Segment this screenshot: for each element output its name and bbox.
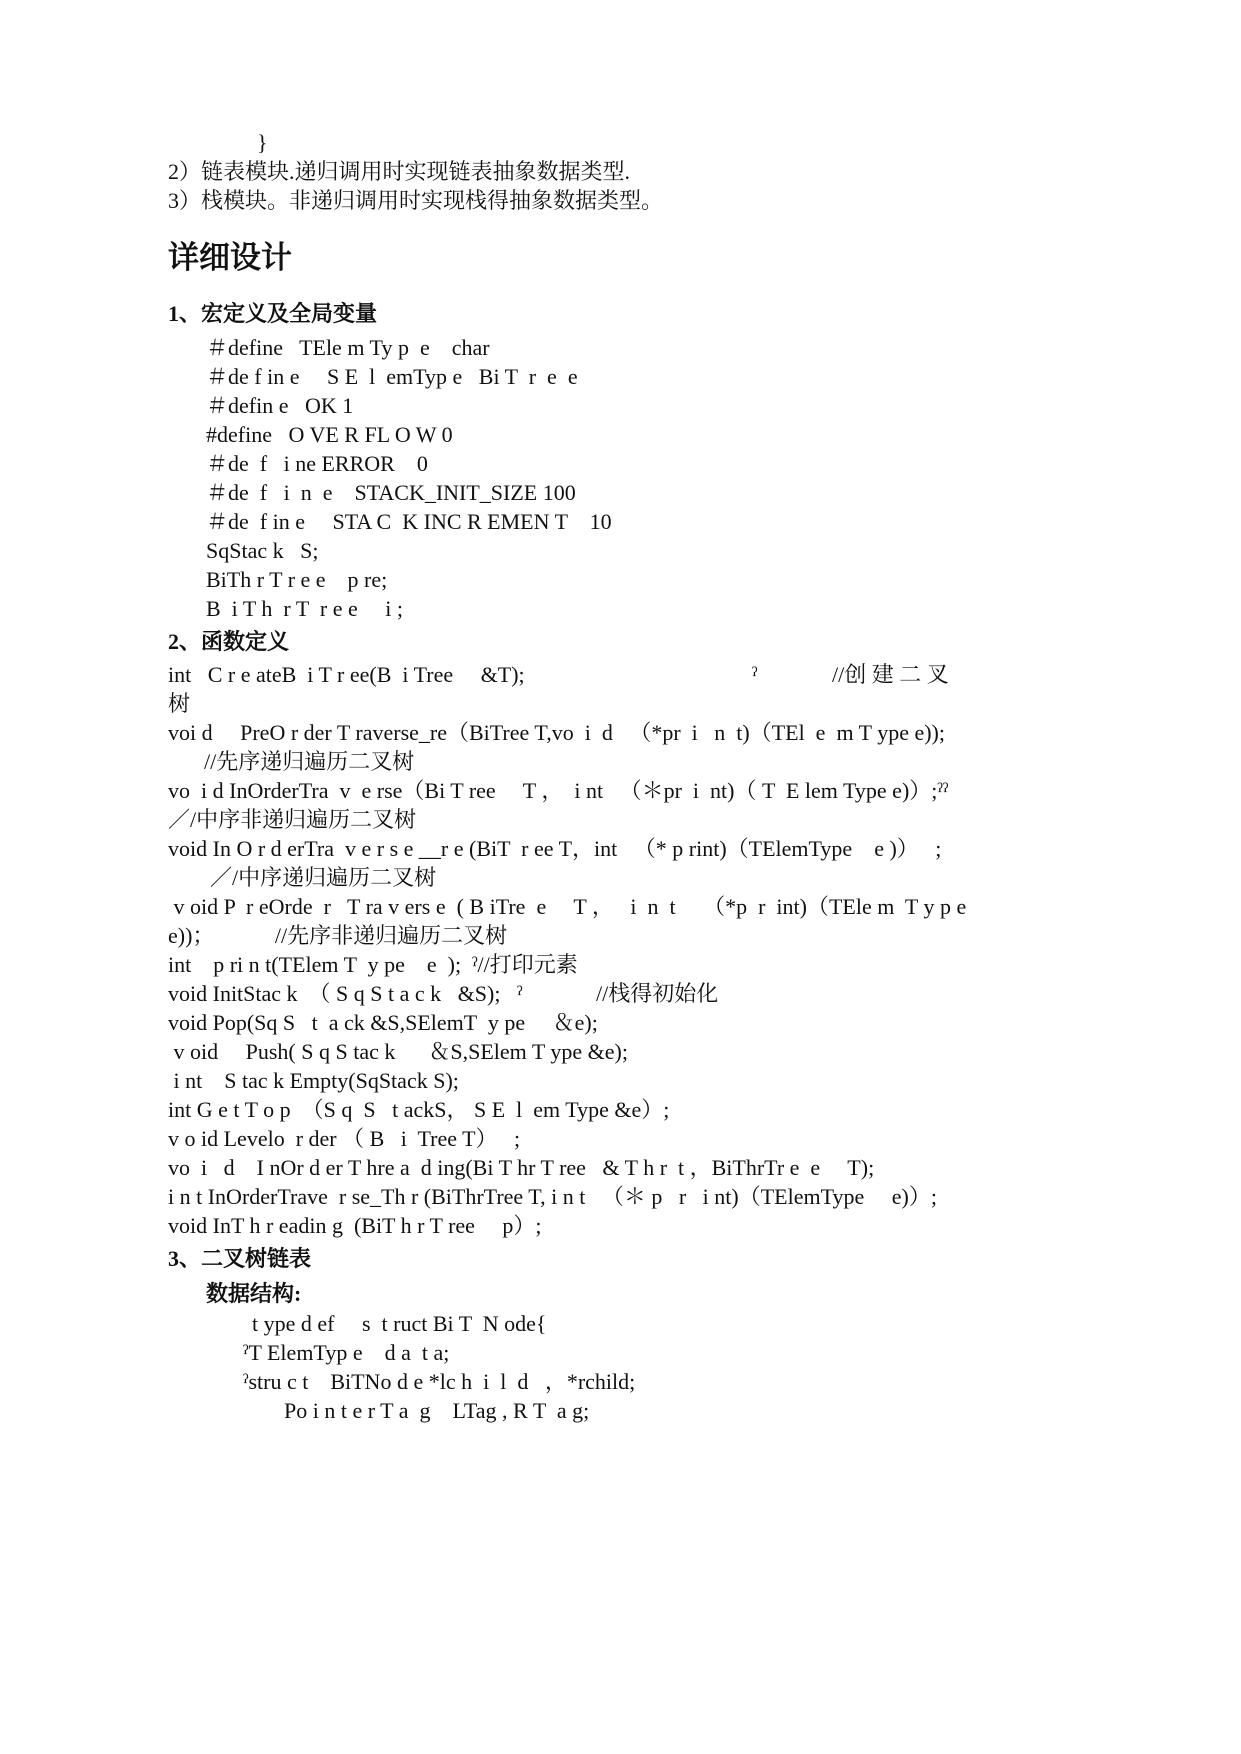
macro-line: ＃de f in e STA C K INC R EMEN T 10 xyxy=(206,509,612,534)
function-decl: i n t InOrderTrave r se_Th r (BiThrTree T, i n t （＊ p r i nt)（TElemType e)）; xyxy=(168,1184,937,1209)
macro-line: ＃de f in e S E l emTyp e Bi T r e e xyxy=(206,364,578,389)
function-decl: void In O r d erTra v e r s e __r e (BiT r ee T，int （* p rint)（TElemType e )） ; xyxy=(168,836,942,861)
function-comment: ／/中序递归遍历二叉树 xyxy=(210,865,437,890)
macro-line: ＃de f i n e STACK_INIT_SIZE 100 xyxy=(206,480,576,505)
struct-line: ˀT ElemTyp e d a t a; xyxy=(243,1340,450,1365)
function-comment: 树 xyxy=(168,691,191,716)
function-decl: v o id Levelo r der （ B i Tree T） ; xyxy=(168,1126,521,1151)
global-var-line: SqStac k S; xyxy=(206,538,319,563)
data-structure-subheading: 数据结构: xyxy=(206,1281,302,1306)
function-decl: vo i d I nOr d er T hre a d ing(Bi T hr T ree & T h r t ，BiThrTr e e T); xyxy=(168,1155,875,1180)
function-decl: vo i d InOrderTra v e rse（Bi T ree T ， i nt （＊pr i nt)（ T E lem Type e)）;ˀˀ xyxy=(168,778,949,803)
section-2-heading: 2、函数定义 xyxy=(168,629,290,654)
function-decl: int p ri n t(TElem T y pe e ); ˀ//打印元素 xyxy=(168,952,578,977)
function-comment: e))； //先序非递归遍历二叉树 xyxy=(168,923,508,948)
intro-line-1: 2）链表模块.递归调用时实现链表抽象数据类型. xyxy=(168,159,631,184)
function-decl: v oid P r eOrde r T ra v ers e ( B iTre e T ， i n t （*p r int)（TEle m T y p e xyxy=(168,894,967,919)
macro-line: ＃define TEle m Ty p e char xyxy=(206,335,490,360)
macro-line: ＃defin e OK 1 xyxy=(206,393,354,418)
function-comment: //创 建 二 叉 xyxy=(832,662,949,687)
macro-line: #define O VE R FL O W 0 xyxy=(206,422,453,447)
struct-line: Po i n t e r T a g LTag , R T a g; xyxy=(284,1398,590,1423)
intro-line-2: 3）栈模块。非递归调用时实现栈得抽象数据类型。 xyxy=(168,188,664,213)
function-decl: v oid Push( S q S tac k ＆S,SElem T ype &e); xyxy=(168,1039,628,1064)
function-comment: //先序递归遍历二叉树 xyxy=(204,749,415,774)
struct-line: t ype d ef s t ruct Bi T N ode{ xyxy=(252,1311,547,1336)
global-var-line: BiTh r T r e e p re; xyxy=(206,567,388,592)
function-comment: ／/中序非递归遍历二叉树 xyxy=(168,807,417,832)
function-decl: int C r e ateB i T r ee(B i Tree &T); xyxy=(168,662,525,687)
function-decl: void Pop(Sq S t a ck &S,SElemT y pe ＆e); xyxy=(168,1010,598,1035)
function-decl: void InT h r eadin g (BiT h r T ree p）; xyxy=(168,1213,542,1238)
section-3-heading: 3、二叉树链表 xyxy=(168,1246,312,1271)
closing-brace: } xyxy=(257,130,268,155)
macro-line: ＃de f i ne ERROR 0 xyxy=(206,451,428,476)
bullet-mark: ˀ xyxy=(752,662,758,687)
struct-line: ˀstru c t BiTNo d e *lc h i l d ，*rchild; xyxy=(243,1369,636,1394)
function-decl: i nt S tac k Empty(SqStack S); xyxy=(168,1068,459,1093)
function-decl: void InitStac k （ S q S t a c k &S); ˀ xyxy=(168,981,523,1006)
function-comment: //栈得初始化 xyxy=(596,981,719,1006)
section-1-heading: 1、宏定义及全局变量 xyxy=(168,301,378,326)
function-decl: voi d PreO r der T raverse_re（BiTree T,vo i d （*pr i n t)（TEl e m T ype e)); xyxy=(168,720,945,745)
global-var-line: B i T h r T r e e i ; xyxy=(206,596,403,621)
function-decl: int G e t T o p （S q S t ackS， S E l em Type &e）; xyxy=(168,1097,670,1122)
page-title: 详细设计 xyxy=(168,240,292,276)
